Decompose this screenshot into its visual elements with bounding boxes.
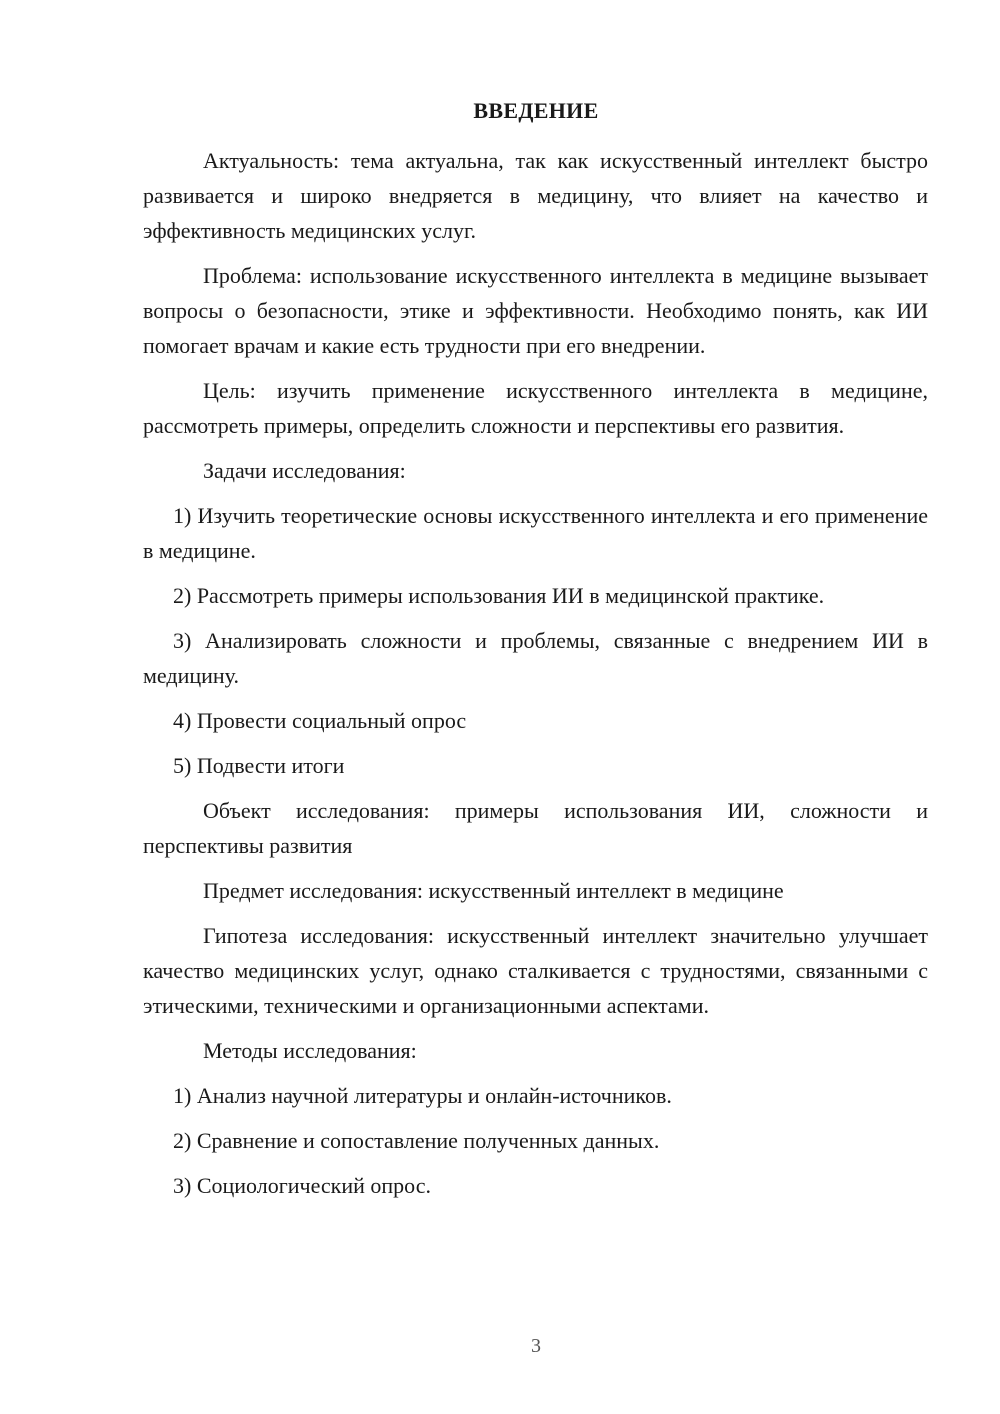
- method-item-3: 3) Социологический опрос.: [173, 1173, 431, 1198]
- task-item-2: 2) Рассмотреть примеры использования ИИ в медицинской практике.: [173, 583, 825, 608]
- paragraph-object: Объект исследования: примеры использования ИИ, сложности и перспективы развития: [143, 798, 928, 858]
- paragraph-hypothesis: Гипотеза исследования: искусственный интеллект значительно улучшает качество медицинских услуг, однако сталкивается с трудностями, связанными с этическими, техническими и организационными аспектами.: [143, 923, 928, 1018]
- task-item-5: 5) Подвести итоги: [173, 753, 345, 778]
- page-number: 3: [531, 1335, 541, 1357]
- tasks-heading: Задачи исследования:: [203, 458, 406, 483]
- document-body: [143, 143, 928, 1213]
- paragraph-goal: Цель: изучить применение искусственного интеллекта в медицине, рассмотреть примеры, определить сложности и перспективы его развития.: [143, 378, 928, 438]
- task-item-4: 4) Провести социальный опрос: [173, 708, 467, 733]
- paragraph-relevance: Актуальность: тема актуальна, так как искусственный интеллект быстро развивается и широко внедряется в медицину, что влияет на качество и эффективность медицинских услуг.: [143, 148, 928, 243]
- task-item-1: 1) Изучить теоретические основы искусственного интеллекта и его применение в медицине.: [143, 503, 928, 563]
- paragraph-subject: Предмет исследования: искусственный интеллект в медицине: [203, 878, 784, 903]
- method-item-2: 2) Сравнение и сопоставление полученных данных.: [173, 1128, 660, 1153]
- methods-heading: Методы исследования:: [203, 1038, 417, 1063]
- task-item-3: 3) Анализировать сложности и проблемы, связанные с внедрением ИИ в медицину.: [143, 628, 928, 688]
- paragraph-problem: Проблема: использование искусственного интеллекта в медицине вызывает вопросы о безопасности, этике и эффективности. Необходимо понять, как ИИ помогает врачам и какие есть трудности при его внедрении.: [143, 263, 928, 358]
- page-title: ВВЕДЕНИЕ: [473, 98, 599, 123]
- method-item-1: 1) Анализ научной литературы и онлайн-источников.: [173, 1083, 672, 1108]
